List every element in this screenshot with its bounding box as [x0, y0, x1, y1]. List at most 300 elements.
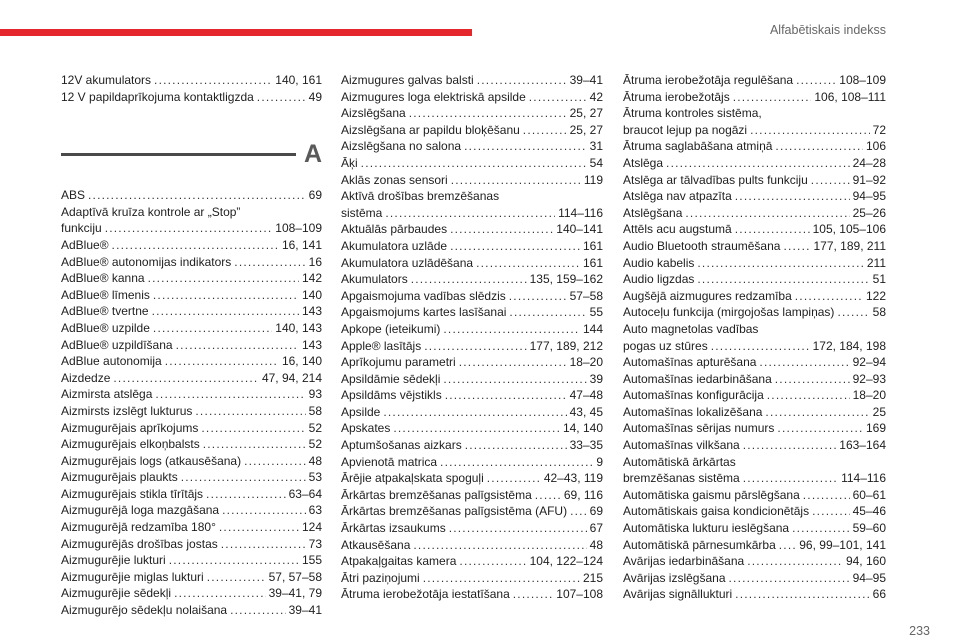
index-entry-term: Automašīnas apturēšana	[623, 355, 757, 370]
index-entry-pages: 9	[596, 454, 603, 469]
index-entry-pages: 14, 140	[562, 421, 603, 436]
index-entry	[623, 105, 886, 138]
index-entry-pages: 58	[308, 403, 322, 418]
index-entry	[341, 271, 603, 288]
index-entry-term: AdBlue® autonomijas indikators	[61, 254, 232, 269]
index-entry-pages: 106, 108–111	[814, 89, 886, 104]
dot-leader	[105, 220, 273, 237]
dot-leader	[424, 338, 526, 355]
index-entry-term: sistēma	[341, 205, 383, 220]
index-column-2	[341, 72, 603, 603]
index-entry	[623, 188, 886, 205]
index-entry	[61, 303, 322, 320]
index-entry	[61, 337, 322, 354]
index-entry	[61, 536, 322, 553]
index-entry	[61, 72, 322, 89]
index-group-a	[61, 187, 322, 618]
index-entry-term-line: Auto magnetolas vadības	[623, 321, 759, 336]
index-entry-term: bremzēšanas sistēma	[623, 471, 740, 486]
index-entry-term: Aizslēgšana ar papildu bloķēšanu	[341, 122, 520, 137]
index-entry-pages: 135, 159–162	[529, 272, 603, 287]
index-entry	[341, 387, 603, 404]
index-entry-term: Automašīnas vilkšana	[623, 438, 740, 453]
index-entry-term: Ātruma ierobežotājs	[623, 89, 730, 104]
index-entry-term: AdBlue® līmenis	[61, 287, 150, 302]
dot-leader	[244, 453, 306, 470]
index-entry-term-line: Adaptīvā kruīza kontrole ar „Stop”	[61, 204, 241, 219]
index-entry	[61, 320, 322, 337]
dot-leader	[513, 586, 554, 603]
index-entry-pages: 18–20	[569, 355, 603, 370]
index-entry-term: Apsildāms vējstikls	[341, 388, 442, 403]
page-number: 233	[909, 624, 930, 638]
index-entry	[623, 354, 886, 371]
index-entry-pages: 49	[308, 89, 322, 104]
dot-leader	[783, 238, 810, 255]
dot-leader	[685, 205, 849, 222]
index-entry-pages: 39–41	[288, 603, 322, 618]
index-entry-pages: 91–92	[852, 172, 886, 187]
index-entry	[623, 321, 886, 354]
index-entry-pages: 92–93	[852, 371, 886, 386]
index-entry-term: Avārijas iedarbināšana	[623, 554, 745, 569]
index-entry-term: Akumulators	[341, 272, 408, 287]
index-entry-term: Aizmugurējie lukturi	[61, 553, 166, 568]
section-heading	[61, 139, 322, 179]
index-entry	[341, 470, 603, 487]
index-entry-pages: 140–141	[556, 222, 603, 237]
index-entry-term: Atslēga ar tālvadības pults funkciju	[623, 172, 808, 187]
dot-leader	[795, 288, 863, 305]
index-entry	[341, 288, 603, 305]
index-entry-pages: 25–26	[852, 205, 886, 220]
dot-leader	[113, 370, 259, 387]
index-entry-pages: 39–41, 79	[268, 586, 322, 601]
index-entry-pages: 53	[308, 470, 322, 485]
index-entry-pages: 96, 99–101, 141	[799, 537, 886, 552]
index-entry-term: Akumulatora uzlādēšana	[341, 255, 474, 270]
index-entry-pages: 42	[589, 89, 603, 104]
index-entry-pages: 18–20	[852, 388, 886, 403]
dot-leader	[230, 602, 286, 619]
index-entry-term: Aizmugures loga elektriskā apsilde	[341, 89, 526, 104]
index-entry-pages: 155	[301, 553, 322, 568]
index-entry	[61, 602, 322, 619]
index-entry	[61, 89, 322, 106]
index-entry-pages: 31	[589, 139, 603, 154]
index-entry-term: Augšējā aizmugures redzamība	[623, 288, 792, 303]
dot-leader	[176, 337, 299, 354]
dot-leader	[509, 288, 567, 305]
index-entry-term: Apsildāmie sēdekļi	[341, 371, 441, 386]
index-entry	[341, 304, 603, 321]
dot-leader	[523, 122, 567, 139]
index-entry-term: Ātruma ierobežotāja regulēšana	[623, 73, 794, 87]
index-entry-pages: 16	[308, 254, 322, 269]
index-entry-term: Aizdedze	[61, 370, 111, 385]
index-entry-pages: 51	[872, 272, 886, 287]
index-entry-term: Aizslēgšana	[341, 106, 406, 121]
index-entry-pages: 72	[872, 122, 886, 137]
index-entry	[341, 520, 603, 537]
dot-leader	[413, 537, 586, 554]
dot-leader	[88, 187, 306, 204]
index-entry-term: Automātiskais gaisa kondicionētājs	[623, 504, 810, 519]
dot-leader	[153, 320, 272, 337]
dot-leader	[509, 304, 586, 321]
dot-leader	[743, 470, 838, 487]
index-entry-term: Atslēga	[623, 155, 664, 170]
dot-leader	[775, 138, 863, 155]
index-entry-pages: 93	[308, 387, 322, 402]
index-entry	[341, 221, 603, 238]
index-entry	[61, 552, 322, 569]
index-entry-pages: 140, 161	[275, 73, 322, 87]
index-entry	[341, 238, 603, 255]
index-entry-pages: 114–116	[558, 205, 603, 220]
index-entry	[623, 155, 886, 172]
index-entry	[623, 138, 886, 155]
index-entry	[61, 237, 322, 254]
index-entry-pages: 57, 57–58	[268, 569, 322, 584]
index-entry-pages: 24–28	[852, 155, 886, 170]
section-divider	[61, 153, 296, 156]
index-entry	[341, 503, 603, 520]
index-entry-term: Automašīnas iedarbināšana	[623, 371, 772, 386]
index-entry-term: Automašīnas sērijas numurs	[623, 421, 775, 436]
index-column-3	[623, 72, 886, 603]
index-entry	[341, 188, 603, 221]
index-entry-term: Aizmirsts izslēgt lukturus	[61, 403, 193, 418]
dot-leader	[750, 122, 870, 139]
index-entry-pages: 177, 189, 211	[813, 238, 886, 253]
index-entry-term: Aizmugurējais logs (atkausēšana)	[61, 453, 242, 468]
index-entry-pages: 169	[865, 421, 886, 436]
index-entry-term: Apple® lasītājs	[341, 338, 422, 353]
index-entry-term: Āķi	[341, 155, 358, 170]
index-entry	[341, 89, 603, 106]
dot-leader	[449, 520, 587, 537]
index-entry-term: Autoceļu funkcija (mirgojošas lampiņas)	[623, 305, 835, 320]
index-entry-term: Ārējie atpakaļskata spoguļi	[341, 471, 484, 486]
dot-leader	[535, 487, 561, 504]
index-entry-pages: 143	[301, 304, 322, 319]
index-column-1	[61, 72, 322, 619]
index-entry-pages: 73	[308, 536, 322, 551]
index-entry-pages: 94–95	[852, 189, 886, 204]
dot-leader	[729, 570, 850, 587]
index-entry-term: Apvienotā matrica	[341, 454, 438, 469]
index-entry-pages: 107–108	[556, 587, 603, 602]
index-entry-term: Ārkārtas izsaukums	[341, 521, 446, 536]
index-entry	[61, 204, 322, 237]
dot-leader	[796, 72, 836, 89]
index-entry-term: Apkope (ieteikumi)	[341, 321, 441, 336]
dot-leader	[711, 338, 810, 355]
dot-leader	[219, 519, 299, 536]
index-entry	[61, 353, 322, 370]
dot-leader	[779, 537, 797, 554]
index-entry	[61, 403, 322, 420]
index-entry-pages: 172, 184, 198	[812, 338, 886, 353]
index-entry-term: Atkausēšana	[341, 537, 411, 552]
index-entry-term: 12 V papildaprīkojuma kontaktligzda	[61, 89, 254, 104]
index-entry	[61, 486, 322, 503]
dot-leader	[765, 404, 869, 421]
dot-leader	[443, 371, 586, 388]
index-entry-term: pogas uz stūres	[623, 338, 708, 353]
index-entry	[623, 586, 886, 603]
index-entry-term: Audio ligzdas	[623, 272, 695, 287]
dot-leader	[450, 221, 553, 238]
index-entry-term: Atpakaļgaitas kamera	[341, 554, 457, 569]
index-entry-pages: 122	[865, 288, 886, 303]
index-entry-term: Aizmugurējais stikla tīrītājs	[61, 486, 204, 501]
index-entry-pages: 69, 116	[563, 487, 603, 502]
index-entry	[623, 255, 886, 272]
index-entry	[61, 386, 322, 403]
index-entry-pages: 16, 140	[281, 354, 322, 369]
index-entry-term: Ātri paziņojumi	[341, 570, 420, 585]
index-entry-pages: 144	[582, 321, 603, 336]
index-entry-pages: 67	[589, 521, 603, 536]
index-entry-term-line: Automātiskā ārkārtas	[623, 454, 736, 469]
index-entry	[341, 122, 603, 139]
dot-leader	[201, 420, 305, 437]
index-entry-term: AdBlue® kanna	[61, 271, 145, 286]
index-entry	[61, 436, 322, 453]
dot-leader	[440, 454, 593, 471]
dot-leader	[203, 436, 306, 453]
index-entry	[341, 172, 603, 189]
dot-leader	[464, 138, 587, 155]
index-entry-term: Aktuālās pārbaudes	[341, 222, 448, 237]
index-entry-term: Audio kabelis	[623, 255, 695, 270]
index-entry-term: AdBlue autonomija	[61, 354, 162, 369]
index-entry-term-line: Aktīvā drošības bremzēšanas	[341, 189, 500, 204]
dot-leader	[411, 271, 527, 288]
dot-leader	[735, 188, 850, 205]
dot-leader	[743, 437, 837, 454]
index-entry-pages: 48	[308, 453, 322, 468]
index-entry-pages: 161	[582, 238, 603, 253]
dot-leader	[222, 502, 306, 519]
index-entry-pages: 25, 27	[569, 122, 603, 137]
top-accent-bar	[0, 29, 472, 36]
dot-leader	[735, 221, 810, 238]
index-entry	[341, 553, 603, 570]
index-entry-term: Audio Bluetooth straumēšana	[623, 238, 781, 253]
index-entry-term: Avārijas signāllukturi	[623, 587, 733, 602]
dot-leader	[206, 486, 286, 503]
index-entry-term: Ātruma saglabāšana atmiņā	[623, 139, 773, 154]
dot-leader	[697, 255, 863, 272]
index-entry	[341, 321, 603, 338]
index-entry	[623, 404, 886, 421]
index-entry-pages: 60–61	[852, 487, 886, 502]
index-entry-term: AdBlue®	[61, 237, 109, 252]
dot-leader	[570, 503, 587, 520]
dot-leader	[112, 237, 279, 254]
index-entry	[623, 437, 886, 454]
index-entry	[61, 370, 322, 387]
index-entry	[61, 270, 322, 287]
index-entry-term: Apgaismojums kartes lasīšanai	[341, 305, 507, 320]
index-entry-pages: 59–60	[852, 521, 886, 536]
index-entry	[341, 487, 603, 504]
index-entry	[341, 586, 603, 603]
dot-leader	[450, 238, 580, 255]
dot-leader	[733, 89, 812, 106]
index-entry-term: AdBlue® tvertne	[61, 304, 149, 319]
section-letter: A	[303, 140, 322, 169]
dot-leader	[155, 386, 305, 403]
dot-leader	[174, 585, 266, 602]
index-entry	[341, 354, 603, 371]
index-entry-term: Aizmugurējais plaukts	[61, 470, 178, 485]
dot-leader	[747, 553, 843, 570]
index-entry-pages: 92–94	[852, 355, 886, 370]
index-entry-term: Aprīkojumu parametri	[341, 355, 456, 370]
index-entry-term: funkciju	[61, 221, 102, 236]
index-entry	[623, 288, 886, 305]
index-entry-term: braucot lejup pa nogāzi	[623, 122, 748, 137]
dot-leader	[257, 89, 306, 106]
dot-leader	[207, 569, 266, 586]
index-entry	[623, 553, 886, 570]
index-entry	[61, 287, 322, 304]
dot-leader	[148, 270, 299, 287]
index-entry-pages: 25, 27	[569, 106, 603, 121]
index-entry-term: Aizmugurējie sēdekļi	[61, 586, 172, 601]
index-entry	[61, 502, 322, 519]
index-entry-pages: 215	[582, 570, 603, 585]
dot-leader	[811, 172, 850, 189]
dot-leader	[153, 287, 299, 304]
dot-leader	[487, 470, 541, 487]
index-entry	[341, 255, 603, 272]
index-entry-pages: 140, 143	[275, 320, 322, 335]
index-entry-pages: 105, 105–106	[812, 222, 886, 237]
index-entry-pages: 47, 94, 214	[261, 370, 322, 385]
dot-leader	[697, 271, 869, 288]
index-entry-term: Automātiska lukturu ieslēgšana	[623, 521, 790, 536]
index-entry-term: Automašīnas lokalizēšana	[623, 404, 763, 419]
dot-leader	[445, 387, 567, 404]
index-entry-pages: 39–41	[569, 73, 603, 87]
index-entry-pages: 143	[301, 337, 322, 352]
index-entry-term: Akumulatora uzlāde	[341, 238, 448, 253]
index-entry-pages: 57–58	[569, 288, 603, 303]
index-entry	[341, 155, 603, 172]
index-entry	[623, 72, 886, 89]
index-entry-pages: 16, 141	[281, 237, 322, 252]
index-entry-pages: 63–64	[288, 486, 322, 501]
index-entry-term: 12V akumulators	[61, 73, 152, 87]
index-entry	[61, 519, 322, 536]
index-entry	[623, 520, 886, 537]
index-entry-term: Apgaismojuma vadības slēdzis	[341, 288, 506, 303]
index-entry-pages: 42–43, 119	[543, 471, 603, 486]
index-entry-pages: 69	[589, 504, 603, 519]
index-entry	[341, 105, 603, 122]
index-entry	[623, 89, 886, 106]
index-entry	[623, 304, 886, 321]
index-entry-pages: 55	[589, 305, 603, 320]
index-entry-pages: 142	[301, 271, 322, 286]
dot-leader	[443, 321, 580, 338]
page-header-title: Alfabētiskais indekss	[769, 23, 886, 37]
dot-leader	[451, 172, 581, 189]
dot-leader	[477, 72, 567, 89]
index-entry-pages: 94–95	[852, 570, 886, 585]
index-entry-term: AdBlue® uzpilde	[61, 320, 150, 335]
dot-leader	[152, 303, 299, 320]
index-entry-pages: 52	[308, 437, 322, 452]
index-entry-pages: 48	[589, 537, 603, 552]
index-entry	[61, 420, 322, 437]
index-entry	[61, 187, 322, 204]
dot-leader	[837, 304, 869, 321]
dot-leader	[385, 205, 555, 222]
dot-leader	[169, 552, 299, 569]
index-entry-term: Aizmugurējais aprīkojums	[61, 420, 199, 435]
index-entry	[623, 238, 886, 255]
index-entry-term: Aizmugurējā loga mazgāšana	[61, 503, 220, 518]
index-entry	[623, 570, 886, 587]
dot-leader	[759, 354, 849, 371]
dot-leader	[459, 354, 567, 371]
index-entry	[623, 371, 886, 388]
dot-leader	[792, 520, 850, 537]
index-entry-pages: 119	[583, 172, 603, 187]
index-entry	[61, 453, 322, 470]
index-entry-pages: 108–109	[275, 221, 322, 236]
index-entry-term: Aizmugures galvas balsti	[341, 73, 474, 87]
index-entry-pages: 45–46	[852, 504, 886, 519]
index-entry	[61, 254, 322, 271]
index-entry-term: Aizmugurējais elkoņbalsts	[61, 437, 200, 452]
index-entry-pages: 140	[301, 287, 322, 302]
dot-leader	[459, 553, 526, 570]
index-entry-term: Apsilde	[341, 404, 381, 419]
dot-leader	[735, 586, 869, 603]
index-entry-term: Aizmugurējā redzamība 180°	[61, 520, 216, 535]
index-entry	[341, 570, 603, 587]
index-entry-term: Atslēga nav atpazīta	[623, 189, 732, 204]
index-entry	[341, 454, 603, 471]
dot-leader	[476, 255, 580, 272]
index-entry-pages: 66	[872, 587, 886, 602]
index-entry-pages: 104, 122–124	[529, 554, 603, 569]
index-entry	[341, 537, 603, 554]
dot-leader	[165, 353, 279, 370]
index-entry-term: Aizmugurējo sēdekļu nolaišana	[61, 603, 228, 618]
dot-leader	[409, 105, 567, 122]
index-entry-term: Atslēgšana	[623, 205, 683, 220]
index-entry-term: Aizmirsta atslēga	[61, 387, 153, 402]
dot-leader	[812, 503, 850, 520]
index-entry	[61, 585, 322, 602]
index-entry-term: Ārkārtas bremzēšanas palīgsistēma (AFU)	[341, 504, 568, 519]
index-entry-pages: 39	[589, 371, 603, 386]
index-entry-term: Automātiskā pārnesumkārba	[623, 537, 776, 552]
index-entry	[341, 437, 603, 454]
dot-leader	[221, 536, 306, 553]
index-entry-pages: 52	[308, 420, 322, 435]
index-entry-term: Aizslēgšana no salona	[341, 139, 462, 154]
index-entry	[623, 172, 886, 189]
